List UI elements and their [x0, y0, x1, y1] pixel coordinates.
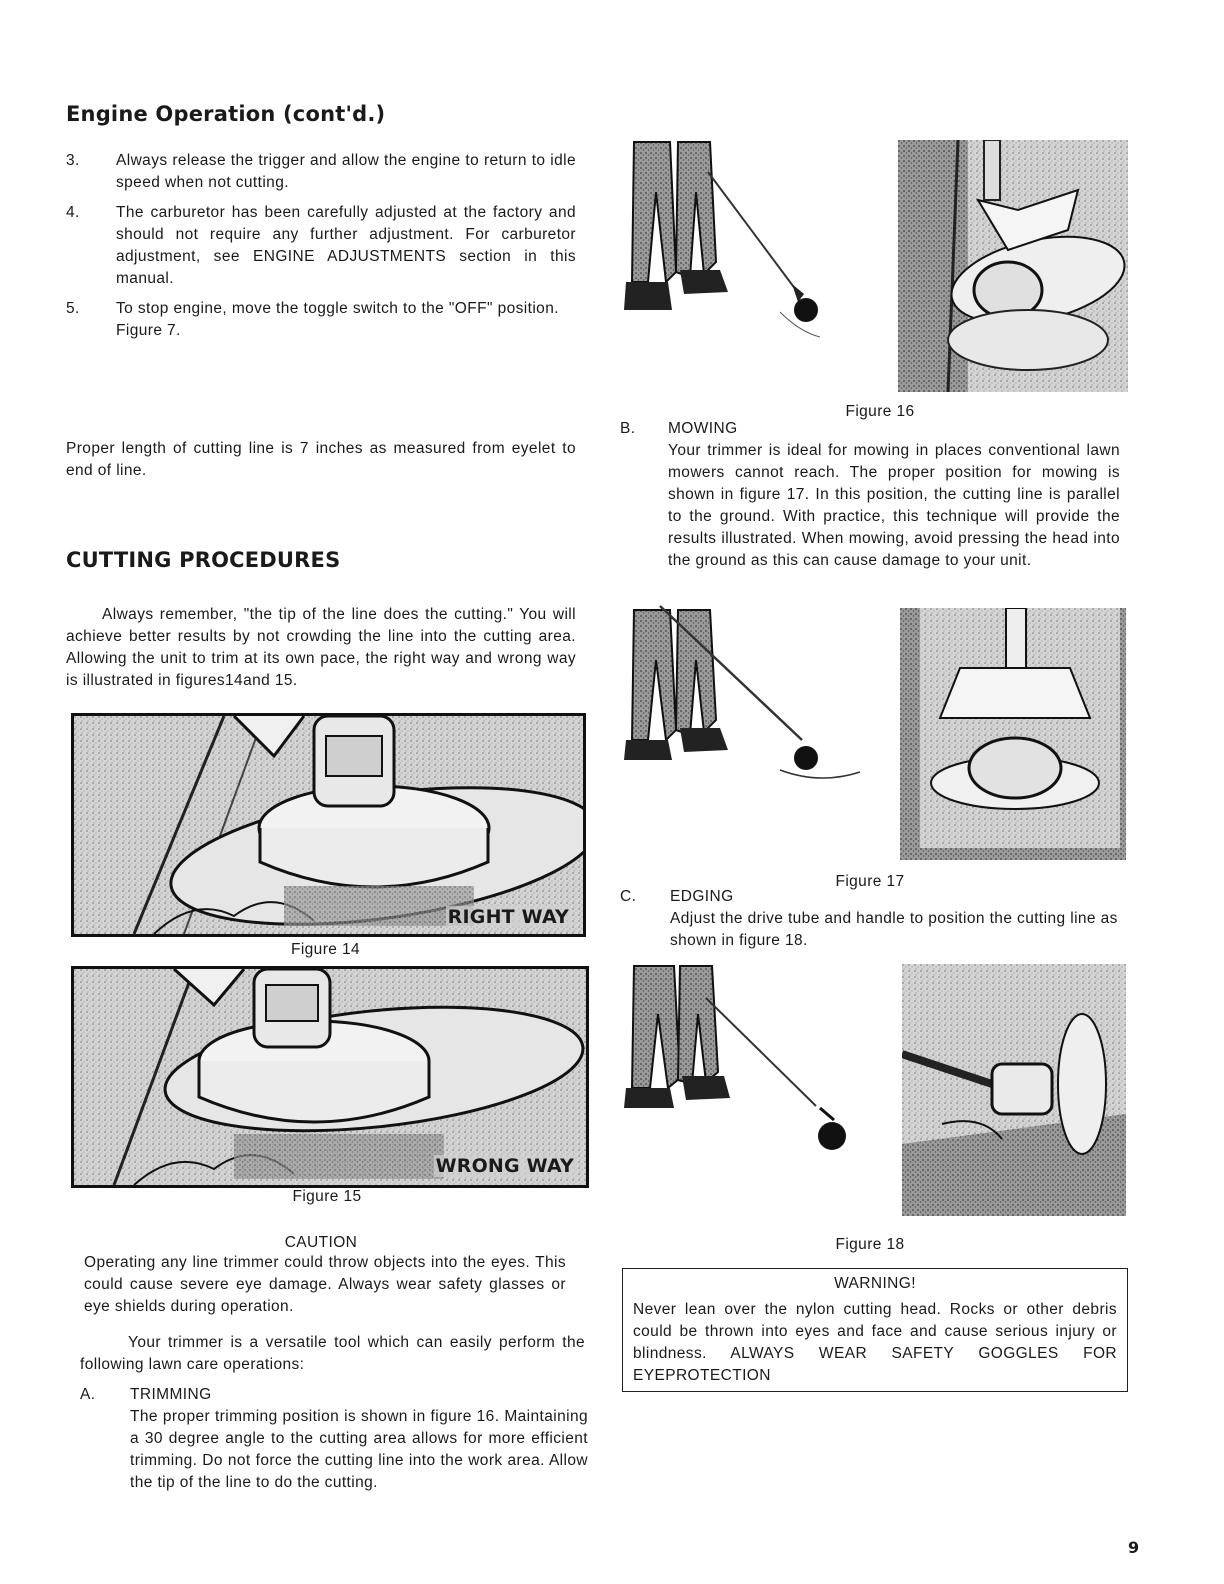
figure-17-illustration	[620, 600, 1130, 860]
engine-step-3	[66, 150, 576, 194]
step-number: 3.	[66, 152, 80, 169]
caution-title: CAUTION	[284, 1234, 358, 1251]
figure-15-illustration	[71, 966, 589, 1188]
trimming-closeup-photo	[898, 140, 1128, 392]
versatile-tool-text: Your trimmer is a versatile tool which can easily perform the following lawn care operations:	[80, 1334, 585, 1373]
trimming-text: The proper trimming position is shown in figure 16. Maintaining a 30 degree angle to the cutting area allows for more efficient trimming. Do not force the cutting line into the work area. Allow the tip of the line to do the cutting.	[130, 1408, 588, 1491]
warning-title: WARNING!	[834, 1275, 916, 1292]
warning-box	[622, 1268, 1128, 1392]
engine-operation-heading: Engine Operation (cont'd.)	[66, 102, 386, 126]
mowing-section	[620, 418, 1120, 572]
warning-text: Never lean over the nylon cutting head. Rocks or other debris could be thrown into eyes and face and cause serious injury or blindness. ALWAYS WEAR SAFETY GOGGLES FOR EYEPROTECTION	[633, 1301, 1117, 1384]
figure-14-illustration	[71, 713, 586, 937]
trimming-section	[80, 1384, 588, 1494]
operator-edging-icon	[620, 958, 890, 1168]
engine-step-5	[66, 298, 576, 342]
step-text: To stop engine, move the toggle switch to the "OFF" position. Figure 7.	[116, 300, 559, 339]
edging-title: EDGING	[670, 888, 734, 905]
trimmer-head-right-way-icon	[74, 716, 583, 934]
edging-section	[620, 886, 1125, 952]
operator-trimming-icon	[620, 132, 880, 362]
engine-steps-list	[66, 150, 576, 350]
wrong-way-label: WRONG WAY	[435, 1155, 574, 1177]
page-number: 9	[1128, 1538, 1140, 1557]
mowing-title: MOWING	[668, 420, 738, 437]
trimming-letter: A.	[80, 1386, 96, 1403]
engine-step-4	[66, 202, 576, 290]
mowing-letter: B.	[620, 420, 636, 437]
step-number: 4.	[66, 204, 80, 221]
trimmer-head-closeup-icon	[898, 140, 1128, 392]
mowing-closeup-photo	[900, 608, 1126, 860]
cutting-intro: Always remember, "the tip of the line does the cutting." You will achieve better results by not crowding the line into the cutting area. Allowing the unit to trim at its own pace, the right way and wrong way is illustrated in figures14and 15.	[66, 606, 576, 689]
step-text: The carburetor has been carefully adjusted at the factory and should not require any further adjustment. For carburetor adjustment, see ENGINE ADJUSTMENTS section in this manual.	[116, 204, 576, 287]
line-length-note: Proper length of cutting line is 7 inches as measured from eyelet to end of line.	[66, 440, 576, 479]
figure-14-caption: Figure 14	[290, 941, 361, 958]
figure-16-illustration	[620, 132, 1130, 394]
figure-18-illustration	[620, 958, 1130, 1216]
trimmer-head-edging-icon	[902, 964, 1126, 1216]
trimmer-head-mowing-icon	[900, 608, 1126, 860]
edging-letter: C.	[620, 888, 637, 905]
figure-18-caption: Figure 18	[835, 1236, 905, 1253]
mowing-text: Your trimmer is ideal for mowing in places conventional lawn mowers cannot reach. The proper position for mowing is shown in figure 17. In this position, the cutting line is parallel to the ground. With practice, this technique will provide the results illustrated. When mowing, avoid pressing the head into the ground as this can cause damage to your unit.	[668, 442, 1120, 569]
cutting-procedures-heading: CUTTING PROCEDURES	[66, 548, 341, 572]
caution-text: Operating any line trimmer could throw objects into the eyes. This could cause severe eye damage. Always wear safety glasses or eye shields during operation.	[84, 1254, 566, 1315]
trimming-title: TRIMMING	[130, 1386, 212, 1403]
figure-16-caption: Figure 16	[845, 403, 915, 420]
figure-15-caption: Figure 15	[292, 1188, 362, 1205]
trimmer-head-wrong-way-icon	[74, 969, 586, 1185]
edging-text: Adjust the drive tube and handle to position the cutting line as shown in figure 18.	[670, 910, 1118, 949]
edging-closeup-photo	[902, 964, 1126, 1216]
operator-mowing-icon	[620, 600, 880, 800]
step-text: Always release the trigger and allow the engine to return to idle speed when not cutting.	[116, 152, 576, 191]
step-number: 5.	[66, 300, 80, 317]
figure-17-caption: Figure 17	[835, 873, 905, 890]
right-way-label: RIGHT WAY	[447, 906, 569, 928]
